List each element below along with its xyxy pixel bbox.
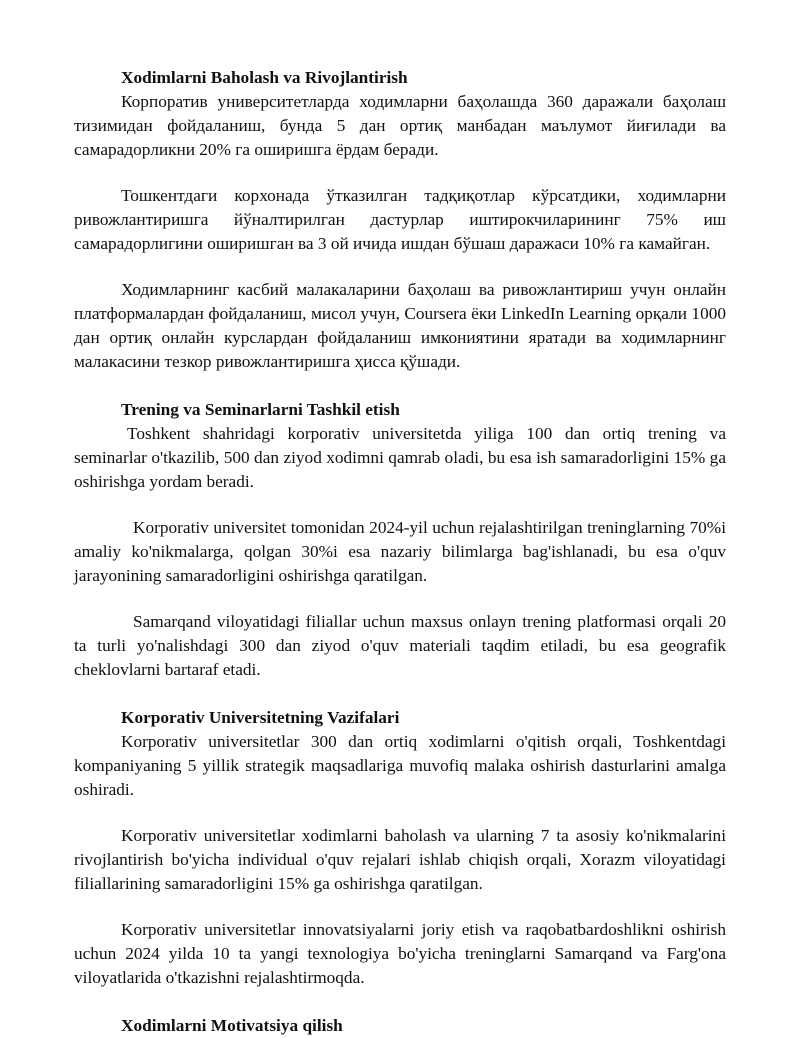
section-heading-xodimlarni-motivatsiya: Xodimlarni Motivatsiya qilish (121, 1016, 343, 1035)
paragraph: Korporativ universitetlar 300 dan ortiq xodimlarni o'qitish orqali, Toshkentdagi kompaniyaning 5 yillik strategik maqsadlariga muvofiq malaka oshirish dasturlarini amalga oshiradi. (74, 732, 726, 799)
paragraph: Korporativ universitet tomonidan 2024-yil uchun rejalashtirilgan treninglarning 70%i amaliy ko'nikmalarga, qolgan 30%i esa nazariy bilimlarga bag'ishlanadi, bu esa o'quv jarayonining samaradorligini oshirishga qaratilgan. (74, 518, 726, 585)
section-heading-korporativ-universitet-vazifalari: Korporativ Universitetning Vazifalari (121, 708, 400, 727)
section-heading-trening-va-seminarlar: Trening va Seminarlarni Tashkil etish (121, 400, 400, 419)
section-heading-xodimlarni-baholash: Xodimlarni Baholash va Rivojlantirish (121, 68, 408, 87)
paragraph: Samarqand viloyatidagi filiallar uchun maxsus onlayn trening platformasi orqali 20 ta turli yo'nalishdagi 300 dan ziyod o'quv materiali taqdim etiladi, bu esa geografik cheklovlarni bartaraf etadi. (74, 612, 726, 679)
paragraph: Korporativ universitetlar xodimlarni baholash va ularning 7 ta asosiy ko'nikmalarini rivojlantirish bo'yicha individual o'quv rejalari ishlab chiqish orqali, Xorazm viloyatidagi filiallarining samaradorligini 15% ga oshirishga qaratilgan. (74, 826, 726, 893)
paragraph: Toshkent shahridagi korporativ universitetda yiliga 100 dan ortiq trening va seminarlar o'tkazilib, 500 dan ziyod xodimni qamrab oladi, bu esa ish samaradorligini 15% ga oshirishga yordam beradi. (74, 424, 726, 491)
paragraph: Тошкентдаги корхонада ўтказилган тадқиқотлар кўрсатдики, ходимларни ривожлантиришга йўналтирилган дастурлар иштирокчиларининг 75% иш самарадорлигини оширишган ва 3 ой ичида ишдан бўшаш даражаси 10% га камайган. (74, 186, 726, 253)
document-body (74, 66, 726, 1038)
paragraph: Korporativ universitetlar innovatsiyalarni joriy etish va raqobatbardoshlikni oshirish uchun 2024 yilda 10 ta yangi texnologiya bo'yicha treninglarni Samarqand va Farg'ona viloyatlarida o'tkazishni rejalashtirmoqda. (74, 920, 726, 987)
paragraph: Корпоратив университетларда ходимларни баҳолашда 360 даражали баҳолаш тизимидан фойдаланиш, бунда 5 дан ортиқ манбадан маълумот йиғилади ва самарадорликни 20% га оширишга ёрдам беради. (74, 92, 726, 159)
paragraph: Ходимларнинг касбий малакаларини баҳолаш ва ривожлантириш учун онлайн платформалардан фойдаланиш, мисол учун, Coursera ёки LinkedIn Learning орқали 1000 дан ортиқ онлайн курслардан фойдаланиш имкониятини яратади ва ходимларнинг малакасини тезкор ривожлантиришга ҳисса қўшади. (74, 280, 726, 371)
